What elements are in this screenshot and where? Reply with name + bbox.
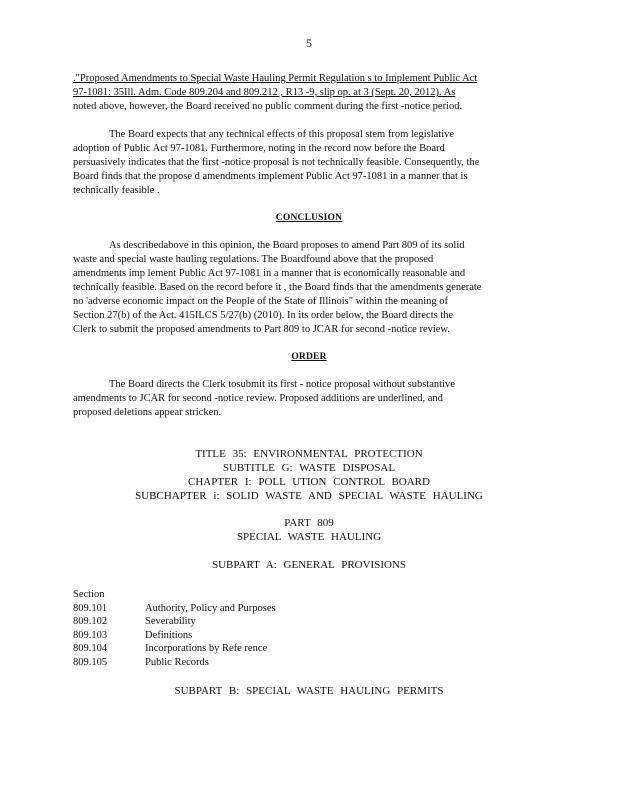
- paragraph-line: [73, 86, 543, 100]
- subpart-b-heading: SUBPART B: SPECIAL WASTE HAULING PERMITS: [174, 685, 444, 697]
- section-list: [73, 588, 276, 670]
- paragraph-line: amendments to JCAR for second -notice review. Proposed additions are underlined, and: [73, 393, 443, 404]
- section-number: 809.101: [73, 602, 108, 614]
- section-number: 809.105: [73, 656, 108, 668]
- paragraph-line: proposed deletions appear stricken.: [73, 407, 222, 418]
- section-row: [73, 602, 276, 616]
- section-title: Public Records: [145, 656, 209, 668]
- title-line: TITLE 35: ENVIRONMENTAL PROTECTION: [195, 448, 423, 460]
- paragraph-conclusion: [73, 239, 543, 337]
- paragraph-line: adoption of Public Act 97-1081. Furthermore, noting in the record now before the Board: [73, 143, 445, 154]
- paragraph-technical-feasibility: [73, 128, 543, 198]
- paragraph-line: Section 27(b) of the Act. 415ILCS 5/27(b) (2010). In its order below, the Board directs the: [73, 310, 454, 321]
- part-title-line: SPECIAL WASTE HAULING: [236, 531, 382, 543]
- section-number: 809.102: [73, 616, 108, 628]
- underlined-citation: 97-1081: 35Ill. Adm. Code 809.204 and 809.212 , R13 -9, slip op. at 3 (Sept. 20, 2012). As: [73, 87, 456, 98]
- paragraph-line: noted above, however, the Board received no public comment during the first -notice period.: [73, 101, 463, 112]
- paragraph-line: The Board directs the Clerk tosubmit its first - notice proposal without substantive: [109, 379, 455, 390]
- chapter-line: CHAPTER I: POLL UTION CONTROL BOARD: [188, 476, 430, 488]
- section-title: Definitions: [145, 629, 193, 641]
- section-title: Incorporations by Refe rence: [145, 643, 268, 655]
- paragraph-citation: [73, 72, 543, 114]
- subpart-a-heading: SUBPART A: GENERAL PROVISIONS: [212, 559, 406, 571]
- paragraph-line: no 'adverse economic impact on the People of the State of Illinois" within the meaning of: [73, 296, 449, 307]
- page-number: 5: [306, 36, 312, 50]
- paragraph-line: Clerk to submit the proposed amendments to Part 809 to JCAR for second -notice review.: [73, 324, 450, 335]
- paragraph-line: technically feasible. Based on the record before it , the Board finds that the amendments generate: [73, 282, 482, 293]
- paragraph-line: amendments imp lement Public Act 97-1081 in a manner that is economically reasonable and: [73, 268, 466, 279]
- section-number: 809.104: [73, 643, 108, 655]
- paragraph-line: technically feasible .: [73, 185, 160, 196]
- conclusion-heading: CONCLUSION: [275, 213, 343, 223]
- order-heading: ORDER: [291, 352, 327, 362]
- paragraph-line: The Board expects that any technical effects of this proposal stem from legislative: [109, 129, 455, 140]
- section-row: [73, 615, 276, 629]
- section-title: Severability: [145, 616, 196, 628]
- section-row: [73, 642, 276, 656]
- section-title: Authority, Policy and Purposes: [145, 602, 276, 614]
- section-row: [73, 629, 276, 643]
- paragraph-order: [73, 378, 493, 420]
- section-list-header: Section: [73, 589, 105, 600]
- paragraph-line: waste and special waste hauling regulations. The Boardfound above that the proposed: [73, 254, 434, 265]
- part-line: PART 809: [284, 517, 334, 529]
- subtitle-line: SUBTITLE G: WASTE DISPOSAL: [222, 462, 396, 474]
- paragraph-line: As describedabove in this opinion, the Board proposes to amend Part 809 of its solid: [109, 240, 465, 251]
- paragraph-line: ."Proposed Amendments to Special Waste Hauling Permit Regulation s to Implement Public Act: [73, 73, 478, 84]
- section-row: [73, 656, 276, 670]
- subchapter-line: SUBCHAPTER i: SOLID WASTE AND SPECIAL WASTE HAULING: [135, 490, 483, 502]
- section-number: 809.103: [73, 629, 108, 641]
- paragraph-line: persuasively indicates that the first -notice proposal is not technically feasible. Consequently, the: [73, 157, 480, 168]
- paragraph-line: Board finds that the propose d amendments implement Public Act 97-1081 in a manner that is: [73, 171, 468, 182]
